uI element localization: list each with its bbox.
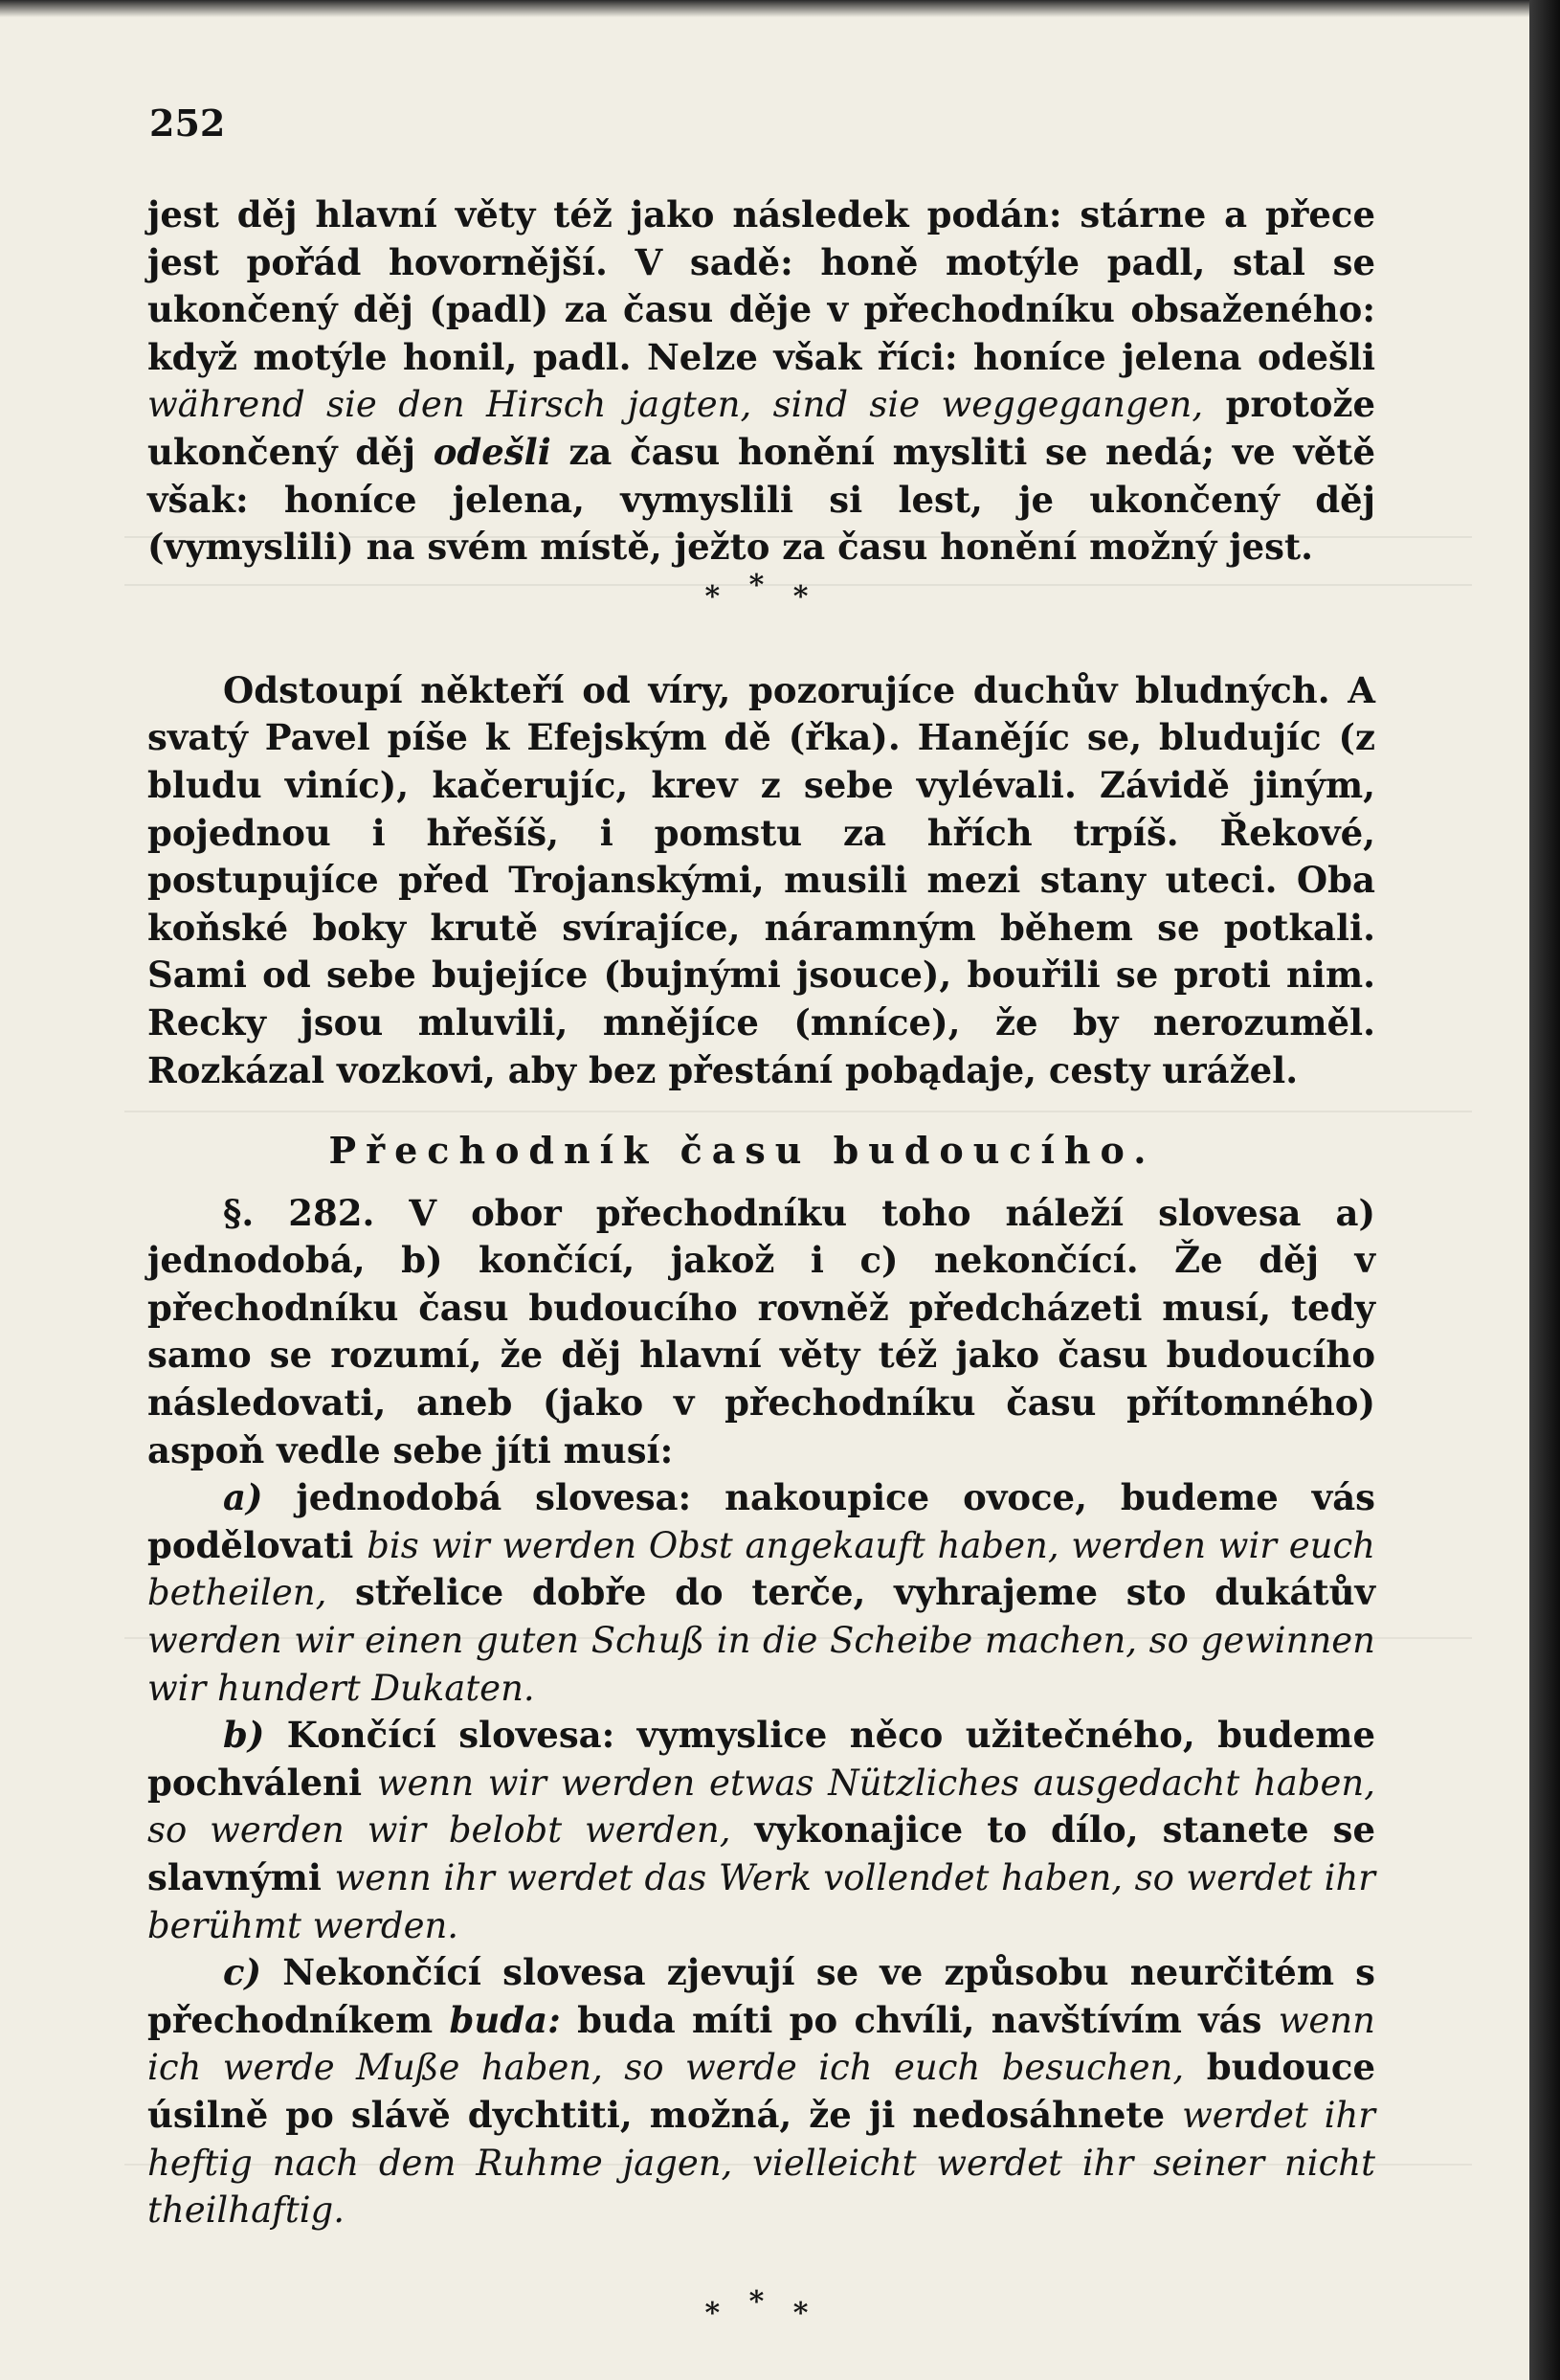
sub-c-text-1: Nekončící slovesa zjevují se ve způsobu neurčitém s přechodníkem — [147, 1951, 1375, 2041]
divider-star-middle: * — [748, 568, 774, 602]
para1-text-1: jest děj hlavní věty též jako následek podán: stárne a přece jest pořád hovornější. V sadě: honě motýle padl, stal se ukončený děj (padl) za času děje v přechodníku obsaženého: když motýle honil, padl. Nelze však říci: honíce jelena odešli — [147, 193, 1375, 378]
sub-b-german-2: wenn ihr werdet das Werk vollendet haben, so werdet ihr berühmt werden. — [147, 1857, 1375, 1946]
sub-b-text-2: vykonajice to dílo, stanete se slavnými — [147, 1808, 1375, 1898]
divider-star-left: * — [704, 579, 730, 614]
sub-a-text-2: střelice dobře do terče, vyhrajeme sto dukátův — [326, 1571, 1375, 1614]
para1-italic-1: odešli — [433, 430, 551, 473]
sub-a-german-1: bis wir werden Obst angekauft haben, werden wir euch betheilen, — [147, 1524, 1375, 1614]
sub-b-german-1: wenn wir werden etwas Nützliches ausgedacht haben, so werden wir belobt werden, — [147, 1762, 1375, 1852]
sub-a-label: a) — [223, 1476, 263, 1519]
sub-c-german-2: werdet ihr heftig nach dem Ruhme jagen, vielleicht werdet ihr seiner nicht theilhaftig. — [147, 2094, 1375, 2232]
sub-a-text-1: jednodobá slovesa: nakoupice ovoce, budeme vás podělovati — [147, 1476, 1375, 1566]
divider-star-right: * — [792, 579, 818, 614]
para1-german-1: während sie den Hirsch jagten, sind sie weggegangen, — [147, 384, 1204, 426]
book-binding-edge — [1529, 0, 1560, 2380]
section-heading: Přechodník času budoucího. — [328, 1129, 1156, 1173]
bottom-star-left: * — [704, 2296, 730, 2330]
page-body — [147, 191, 1375, 2380]
paragraph-3: §. 282. V obor přechodníku toho náleží slovesa a) jednodobá, b) končící, jakož i c) nekončící. Že děj v přechodníku času budoucího rovněž předcházeti musí, tedy samo se rozumí, že děj hlavní věty též jako času budoucího následovati, aneb (jako v přechodníku času přítomného) aspoň vedle sebe jíti musí: — [147, 1191, 1375, 1471]
subsection-c — [147, 1949, 1375, 2234]
bottom-star-right: * — [792, 2296, 818, 2330]
sub-c-text-2: buda míti po chvíli, navštívím vás — [560, 1998, 1279, 2041]
para1-text-2: protože ukončený děj — [147, 383, 1375, 473]
paragraph-2: Odstoupí někteří od víry, pozorujíce duchův bludných. A svatý Pavel píše k Efejským dě (řka). Haněj́íc se, bludujíc (z bludu viníc), kačerujíc, krev z sebe vylévali. Závidě jiným, pojednou i hřešíš, i pomstu za hřích trpíš. Řekové, postupujíce před Trojanskými, musili mezi stany uteci. Oba koňské boky krutě svírajíce, náramným během se potkali. Sami od sebe bujejíce (bujnými jsouce), bouřili se proti nim. Recky jsou mluvili, mnějíce (mníce), že by nerozuměl. Rozkázal vozkovi, aby bez přestání pobądaje, cesty urážel. — [147, 668, 1375, 1091]
sub-c-label: c) — [223, 1951, 262, 1994]
sub-b-label: b) — [223, 1714, 265, 1757]
section-divider-stars — [147, 568, 1375, 667]
sub-c-italic-1: buda: — [449, 1998, 561, 2041]
subsection-a — [147, 1474, 1375, 1712]
paragraph-1 — [147, 191, 1375, 572]
sub-a-german-2: werden wir einen guten Schuß in die Scheibe machen, so gewinnen wir hundert Dukaten. — [147, 1620, 1375, 1709]
subsection-b — [147, 1712, 1375, 1949]
bottom-divider-stars — [147, 2284, 1375, 2380]
sub-c-german-1: wenn ich werde Muße haben, so werde ich euch besuchen, — [147, 1999, 1375, 2089]
para1-text-3: za času honění mysliti se nedá; ve větě však: honíce jelena, vymyslili si lest, je ukončený děj (vymyslili) na svém místě, ježto za času honění možný jest. — [147, 430, 1376, 569]
bottom-star-middle: * — [748, 2284, 774, 2319]
sub-b-text-1: Končící slovesa: vymyslice něco užitečného, budeme pochváleni — [147, 1714, 1375, 1804]
page-top-edge — [0, 0, 1529, 17]
sub-c-text-3: budouce úsilně po slávě dychtiti, možná, že ji nedosáhnete — [147, 2046, 1375, 2136]
page-number: 252 — [149, 101, 226, 145]
